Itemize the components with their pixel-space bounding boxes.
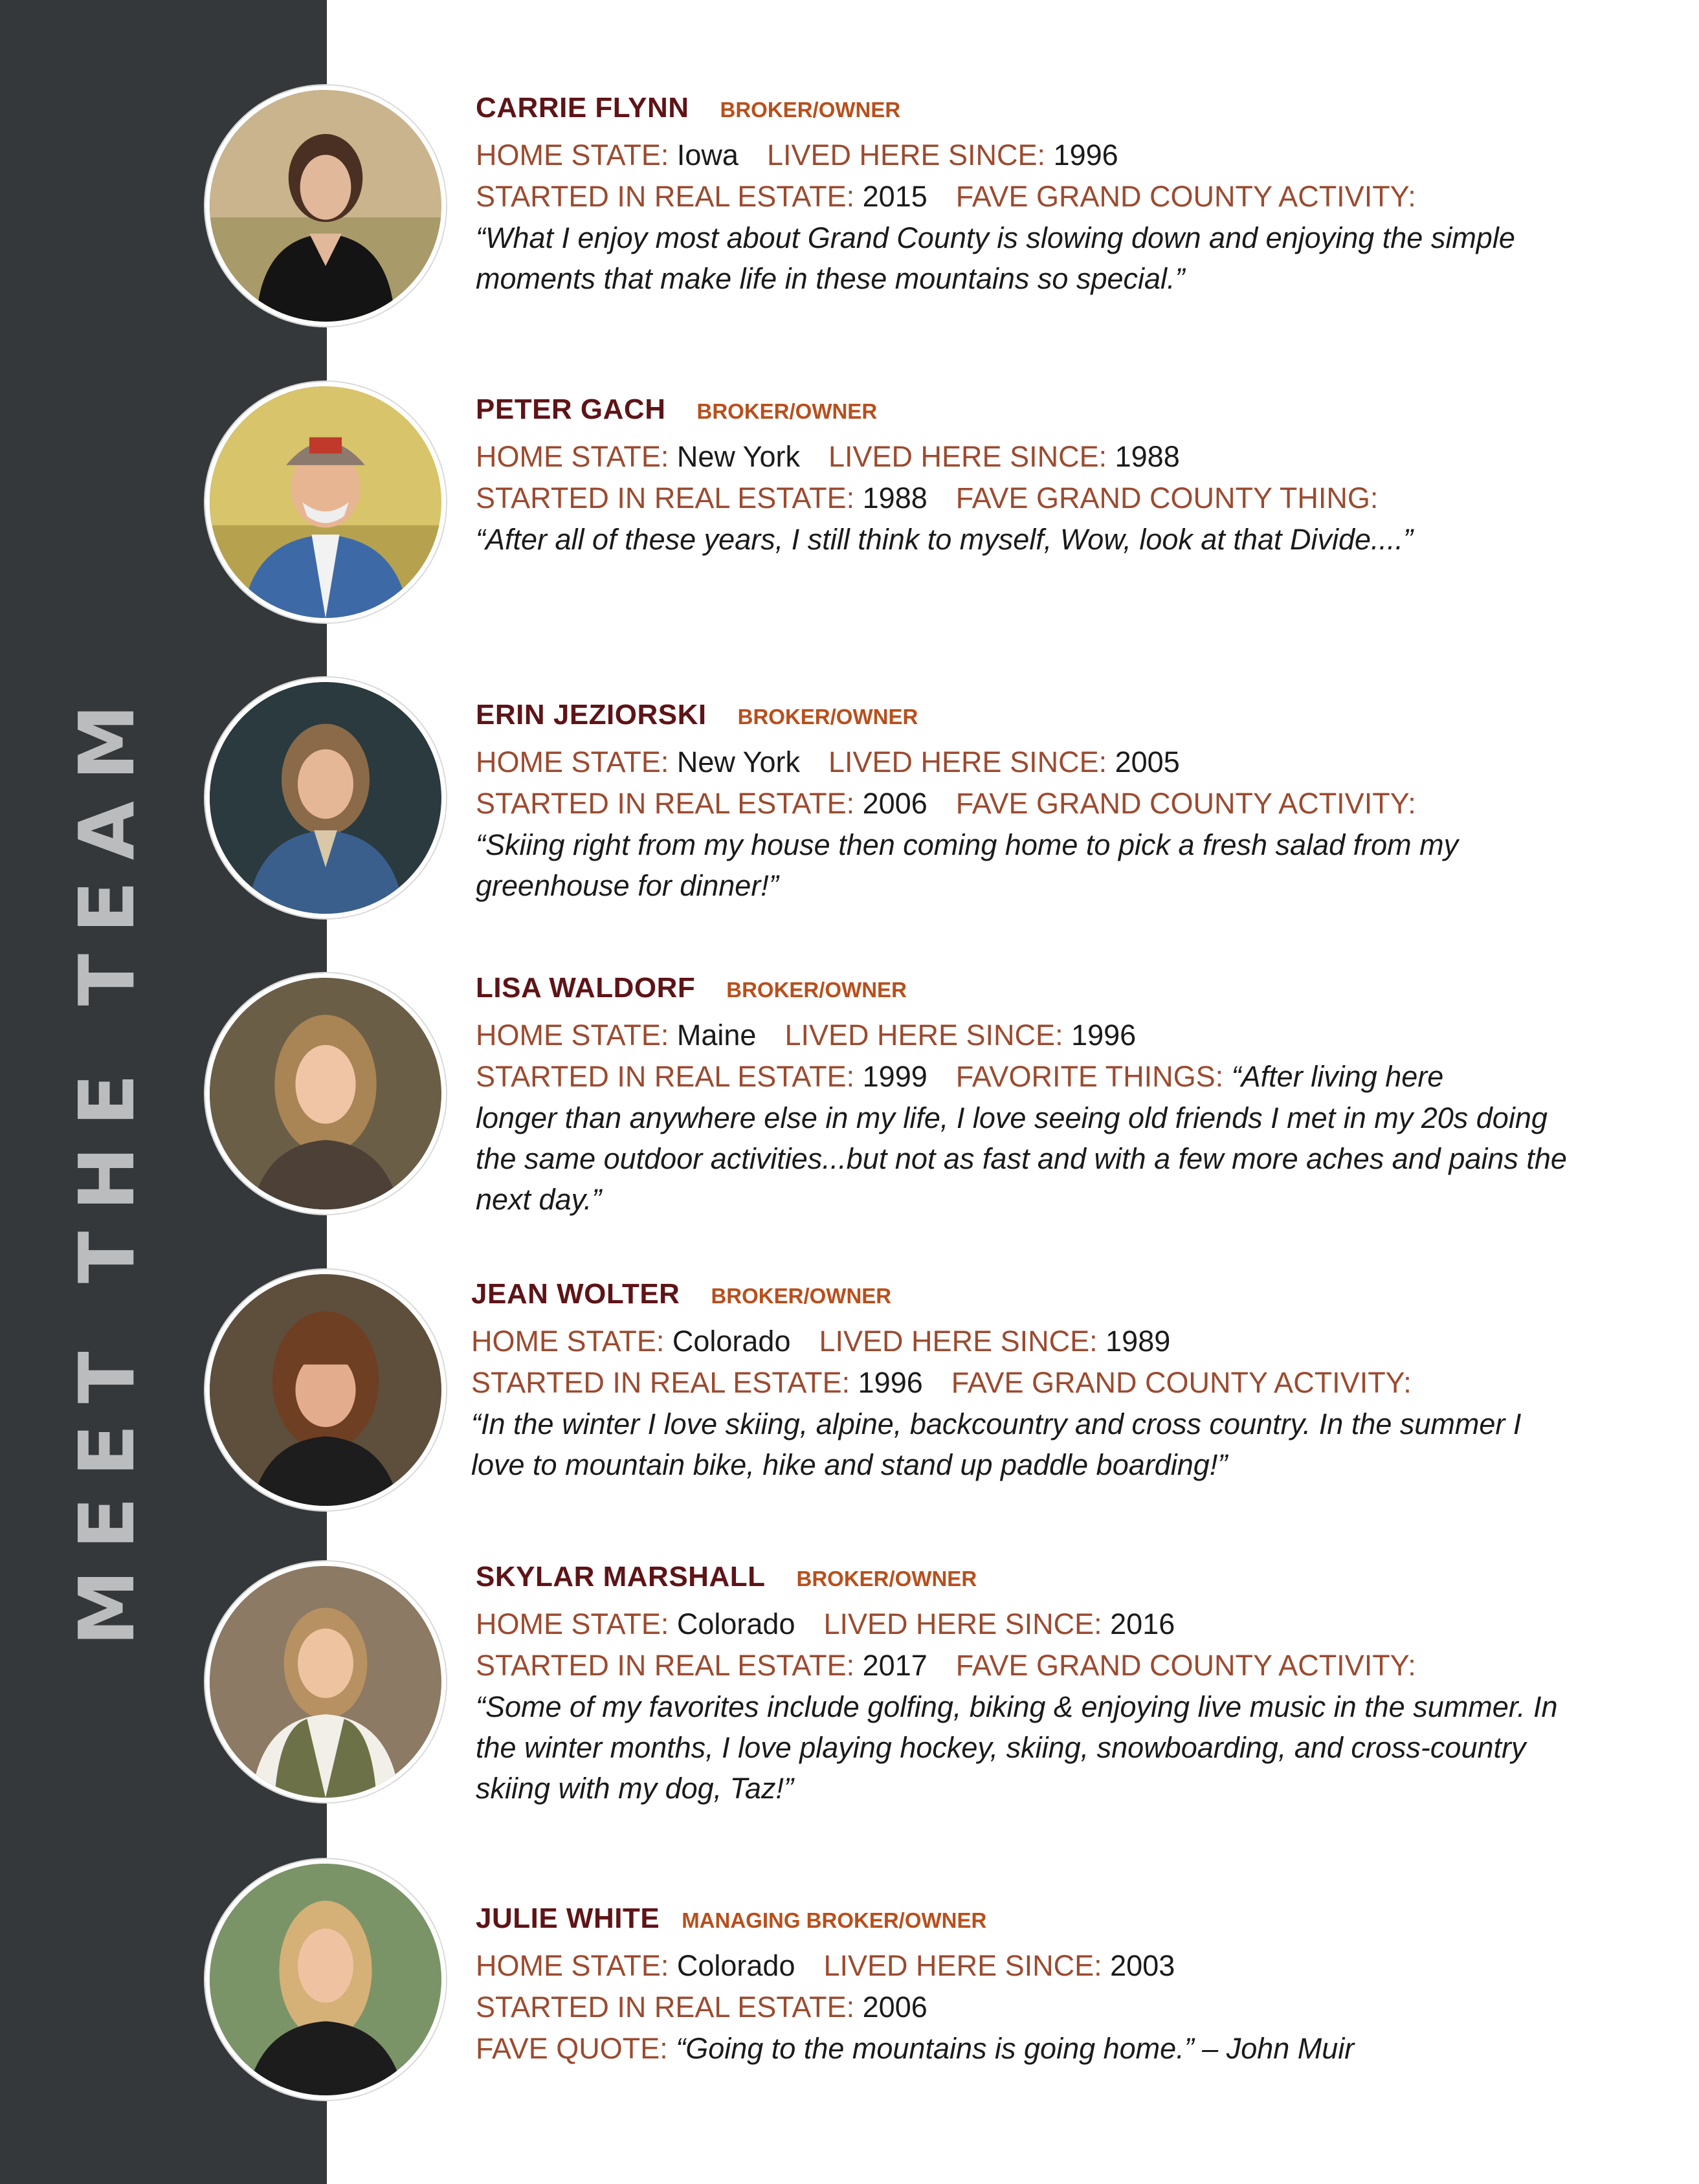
member-role: MANAGING BROKER/OWNER (682, 1908, 987, 1932)
member-quote: “After all of these years, I still think to myself, Wow, look at that Divide....” (476, 523, 1414, 556)
started-value: 2015 (862, 180, 927, 213)
fave-quote-row (476, 2028, 1576, 2069)
started-label: STARTED IN REAL ESTATE: (476, 1060, 855, 1093)
started-row (471, 1362, 1571, 1404)
member-name: LISA WALDORF (476, 972, 696, 1004)
lived-here-label: LIVED HERE SINCE: (766, 138, 1046, 171)
member-quote: “Skiing right from my house then coming home to pick a fresh salad from my greenhouse for dinner!” (476, 828, 1459, 902)
home-state-value: New York (676, 440, 800, 473)
home-state-label: HOME STATE: (476, 1607, 669, 1640)
extra-label: FAVORITE THINGS: (955, 1060, 1224, 1093)
member-photo (205, 678, 446, 918)
member-photo (205, 1561, 446, 1802)
lived-here-value: 1988 (1115, 440, 1180, 473)
member-photo (205, 382, 446, 623)
started-row (476, 176, 1576, 217)
started-value: 1988 (862, 481, 927, 514)
member-info (476, 92, 1576, 299)
started-value: 2006 (862, 1991, 927, 2024)
started-label: STARTED IN REAL ESTATE: (476, 481, 855, 514)
lived-here-label: LIVED HERE SINCE: (784, 1019, 1063, 1052)
lived-here-value: 1989 (1105, 1325, 1171, 1358)
lived-here-label: LIVED HERE SINCE: (828, 440, 1107, 473)
member-info (476, 1561, 1576, 1809)
home-state-label: HOME STATE: (476, 138, 669, 171)
lived-here-value: 1996 (1071, 1019, 1137, 1052)
member-info (471, 1278, 1571, 1485)
started-label: STARTED IN REAL ESTATE: (476, 787, 855, 820)
started-value: 1996 (858, 1366, 923, 1399)
lived-here-value: 2016 (1110, 1607, 1175, 1640)
home-state-label: HOME STATE: (476, 1949, 669, 1982)
member-role: BROKER/OWNER (720, 98, 901, 122)
member-quote: longer than anywhere else in my life, I love seeing old friends I met in my 20s doing the same outdoor activities...but not as fast and with a few more aches and pains the next day.” (476, 1101, 1567, 1216)
extra-text: “After living here (1231, 1060, 1444, 1093)
home-state-value: Colorado (672, 1325, 791, 1358)
started-row (476, 1987, 1576, 2028)
member-role: BROKER/OWNER (711, 1284, 892, 1308)
extra-label: FAVE GRAND COUNTY ACTIVITY: (955, 180, 1416, 213)
home-state-row (476, 742, 1576, 783)
home-state-row (471, 1321, 1571, 1362)
page-title: MEET THE TEAM (62, 683, 151, 1646)
member-name: SKYLAR MARSHALL (476, 1561, 766, 1593)
member-photo (205, 85, 446, 326)
member-photo (205, 973, 446, 1214)
lived-here-label: LIVED HERE SINCE: (823, 1949, 1102, 1982)
extra-label: FAVE GRAND COUNTY ACTIVITY: (955, 787, 1416, 820)
home-state-row (476, 1604, 1576, 1645)
extra-label: FAVE GRAND COUNTY ACTIVITY: (951, 1366, 1412, 1399)
member-quote: “What I enjoy most about Grand County is slowing down and enjoying the simple moments that make life in these mountains so special.” (476, 221, 1515, 295)
lived-here-value: 2005 (1115, 745, 1180, 778)
started-value: 1999 (862, 1060, 927, 1093)
home-state-value: Colorado (676, 1607, 795, 1640)
member-name: ERIN JEZIORSKI (476, 699, 707, 731)
member-name: CARRIE FLYNN (476, 92, 689, 124)
member-quote: “Some of my favorites include golfing, biking & enjoying live music in the summer. In the winter months, I love playing hockey, skiing, snowboarding, and cross-country skiing with my dog, Taz!” (476, 1690, 1558, 1805)
started-row (476, 1645, 1576, 1686)
home-state-row (476, 1015, 1576, 1056)
home-state-label: HOME STATE: (476, 1019, 669, 1052)
lived-here-label: LIVED HERE SINCE: (819, 1325, 1098, 1358)
home-state-value: New York (676, 745, 800, 778)
home-state-row (476, 1945, 1576, 1987)
home-state-label: HOME STATE: (471, 1325, 665, 1358)
lived-here-label: LIVED HERE SINCE: (823, 1607, 1102, 1640)
lived-here-label: LIVED HERE SINCE: (828, 745, 1107, 778)
fave-quote-text: “Going to the mountains is going home.” – John Muir (676, 2032, 1355, 2065)
home-state-value: Colorado (676, 1949, 795, 1982)
home-state-row (476, 436, 1576, 478)
lived-here-value: 1996 (1053, 138, 1118, 171)
member-role: BROKER/OWNER (726, 978, 907, 1002)
member-role: BROKER/OWNER (696, 399, 878, 423)
member-info (476, 972, 1576, 1220)
home-state-row (476, 135, 1576, 176)
home-state-label: HOME STATE: (476, 440, 669, 473)
member-role: BROKER/OWNER (737, 705, 918, 729)
member-info (476, 1903, 1576, 2069)
lived-here-value: 2003 (1110, 1949, 1175, 1982)
member-info (476, 393, 1576, 560)
extra-label: FAVE GRAND COUNTY ACTIVITY: (955, 1649, 1416, 1682)
started-label: STARTED IN REAL ESTATE: (476, 1991, 855, 2024)
member-quote: “In the winter I love skiing, alpine, backcountry and cross country. In the summer I love to mountain bike, hike and stand up paddle boarding!” (471, 1407, 1522, 1481)
started-label: STARTED IN REAL ESTATE: (471, 1366, 850, 1399)
member-info (476, 699, 1576, 906)
started-value: 2006 (862, 787, 927, 820)
started-label: STARTED IN REAL ESTATE: (476, 180, 855, 213)
started-row (476, 1056, 1576, 1098)
started-row (476, 478, 1576, 519)
extra-label: FAVE GRAND COUNTY THING: (955, 481, 1379, 514)
fave-quote-label: FAVE QUOTE: (476, 2032, 668, 2065)
home-state-value: Iowa (676, 138, 738, 171)
home-state-label: HOME STATE: (476, 745, 669, 778)
home-state-value: Maine (676, 1019, 757, 1052)
member-photo (205, 1859, 446, 2100)
started-value: 2017 (862, 1649, 927, 1682)
member-name: PETER GACH (476, 393, 666, 425)
member-name: JULIE WHITE (476, 1903, 660, 1934)
member-role: BROKER/OWNER (796, 1567, 977, 1591)
member-name: JEAN WOLTER (471, 1278, 680, 1310)
started-label: STARTED IN REAL ESTATE: (476, 1649, 855, 1682)
member-photo (205, 1270, 446, 1510)
started-row (476, 783, 1576, 824)
